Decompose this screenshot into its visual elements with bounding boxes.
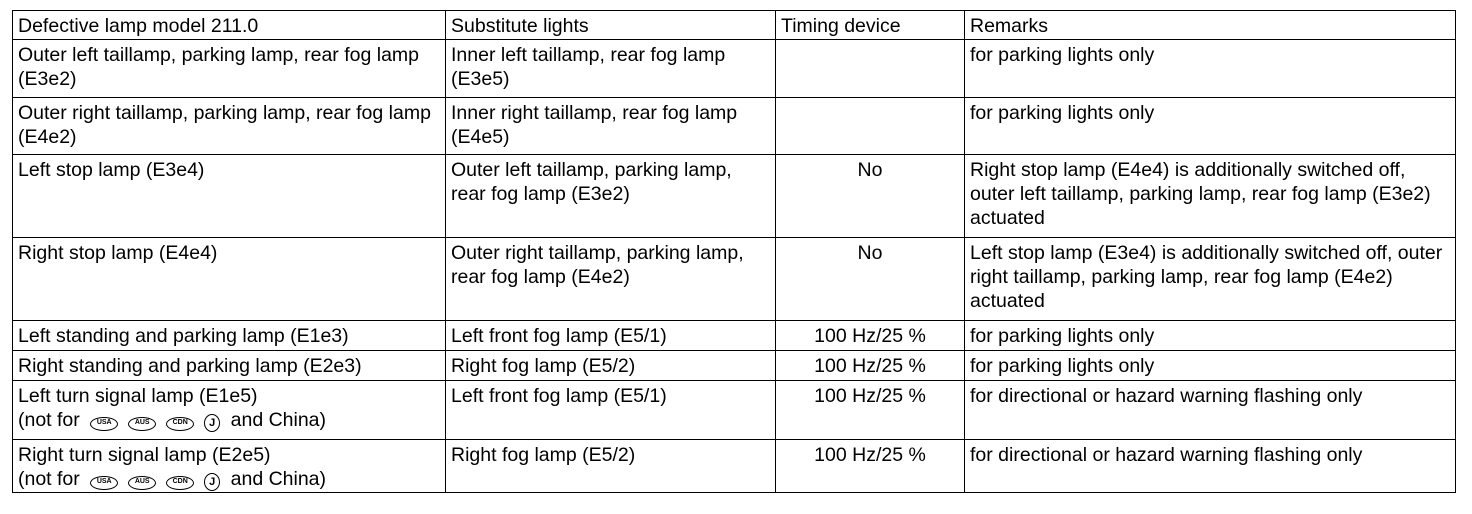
table-row (13, 98, 1456, 155)
substitute-lights-cell: Inner left taillamp, rear fog lamp (E3e5) (446, 40, 776, 98)
j-badge-icon: J (204, 414, 220, 432)
defective-lamp-cell (13, 381, 446, 440)
table-row (13, 40, 1456, 98)
remarks-cell: for parking lights only (965, 351, 1456, 381)
substitute-lights-cell: Right fog lamp (E5/2) (446, 440, 776, 493)
usa-badge-icon: USA (90, 476, 118, 490)
defective-lamp-label: Right turn signal lamp (E2e5) (18, 444, 271, 466)
defective-lamp-cell: Left stop lamp (E3e4) (13, 155, 446, 238)
defective-lamp-label: Left turn signal lamp (E1e5) (18, 385, 258, 407)
defective-lamp-cell: Outer left taillamp, parking lamp, rear fog lamp (E3e2) (13, 40, 446, 98)
defective-lamp-cell: Left standing and parking lamp (E1e3) (13, 321, 446, 351)
j-badge-icon: J (204, 473, 220, 491)
substitute-lights-cell: Outer right taillamp, parking lamp, rear fog lamp (E4e2) (446, 238, 776, 321)
table-row (13, 321, 1456, 351)
country-exception-note: (not for USA AUS CDN J and China) (18, 409, 327, 431)
country-exception-note: (not for USA AUS CDN J and China) (18, 468, 327, 490)
table-row (13, 381, 1456, 440)
timing-device-cell: 100 Hz/25 % (776, 321, 965, 351)
timing-device-cell: 100 Hz/25 % (776, 440, 965, 493)
header-remarks: Remarks (965, 11, 1456, 40)
defective-lamp-cell: Right standing and parking lamp (E2e3) (13, 351, 446, 381)
remarks-cell: for directional or hazard warning flashing only (965, 381, 1456, 440)
defective-lamp-cell (13, 440, 446, 493)
lamp-substitution-table (12, 10, 1456, 493)
defective-lamp-cell: Right stop lamp (E4e4) (13, 238, 446, 321)
remarks-cell: for parking lights only (965, 98, 1456, 155)
remarks-cell: for parking lights only (965, 40, 1456, 98)
remarks-cell: Left stop lamp (E3e4) is additionally switched off, outer right taillamp, parking lamp, rear fog lamp (E4e2) actuated (965, 238, 1456, 321)
timing-device-cell: 100 Hz/25 % (776, 351, 965, 381)
substitute-lights-cell: Left front fog lamp (E5/1) (446, 381, 776, 440)
cdn-badge-icon: CDN (166, 417, 194, 431)
header-substitute-lights: Substitute lights (446, 11, 776, 40)
table-row (13, 238, 1456, 321)
remarks-cell: for parking lights only (965, 321, 1456, 351)
substitute-lights-cell: Inner right taillamp, rear fog lamp (E4e5) (446, 98, 776, 155)
timing-device-cell: 100 Hz/25 % (776, 381, 965, 440)
timing-device-cell (776, 98, 965, 155)
aus-badge-icon: AUS (128, 417, 156, 431)
table-header-row (13, 11, 1456, 40)
substitute-lights-cell: Outer left taillamp, parking lamp, rear fog lamp (E3e2) (446, 155, 776, 238)
substitute-lights-cell: Left front fog lamp (E5/1) (446, 321, 776, 351)
defective-lamp-cell: Outer right taillamp, parking lamp, rear fog lamp (E4e2) (13, 98, 446, 155)
header-defective-lamp: Defective lamp model 211.0 (13, 11, 446, 40)
usa-badge-icon: USA (90, 417, 118, 431)
aus-badge-icon: AUS (128, 476, 156, 490)
header-timing-device: Timing device (776, 11, 965, 40)
timing-device-cell: No (776, 238, 965, 321)
remarks-cell: Right stop lamp (E4e4) is additionally switched off, outer left taillamp, parking lamp, rear fog lamp (E3e2) actuated (965, 155, 1456, 238)
table-row (13, 440, 1456, 493)
table-row (13, 155, 1456, 238)
remarks-cell: for directional or hazard warning flashing only (965, 440, 1456, 493)
timing-device-cell: No (776, 155, 965, 238)
timing-device-cell (776, 40, 965, 98)
table-row (13, 351, 1456, 381)
substitute-lights-cell: Right fog lamp (E5/2) (446, 351, 776, 381)
cdn-badge-icon: CDN (166, 476, 194, 490)
